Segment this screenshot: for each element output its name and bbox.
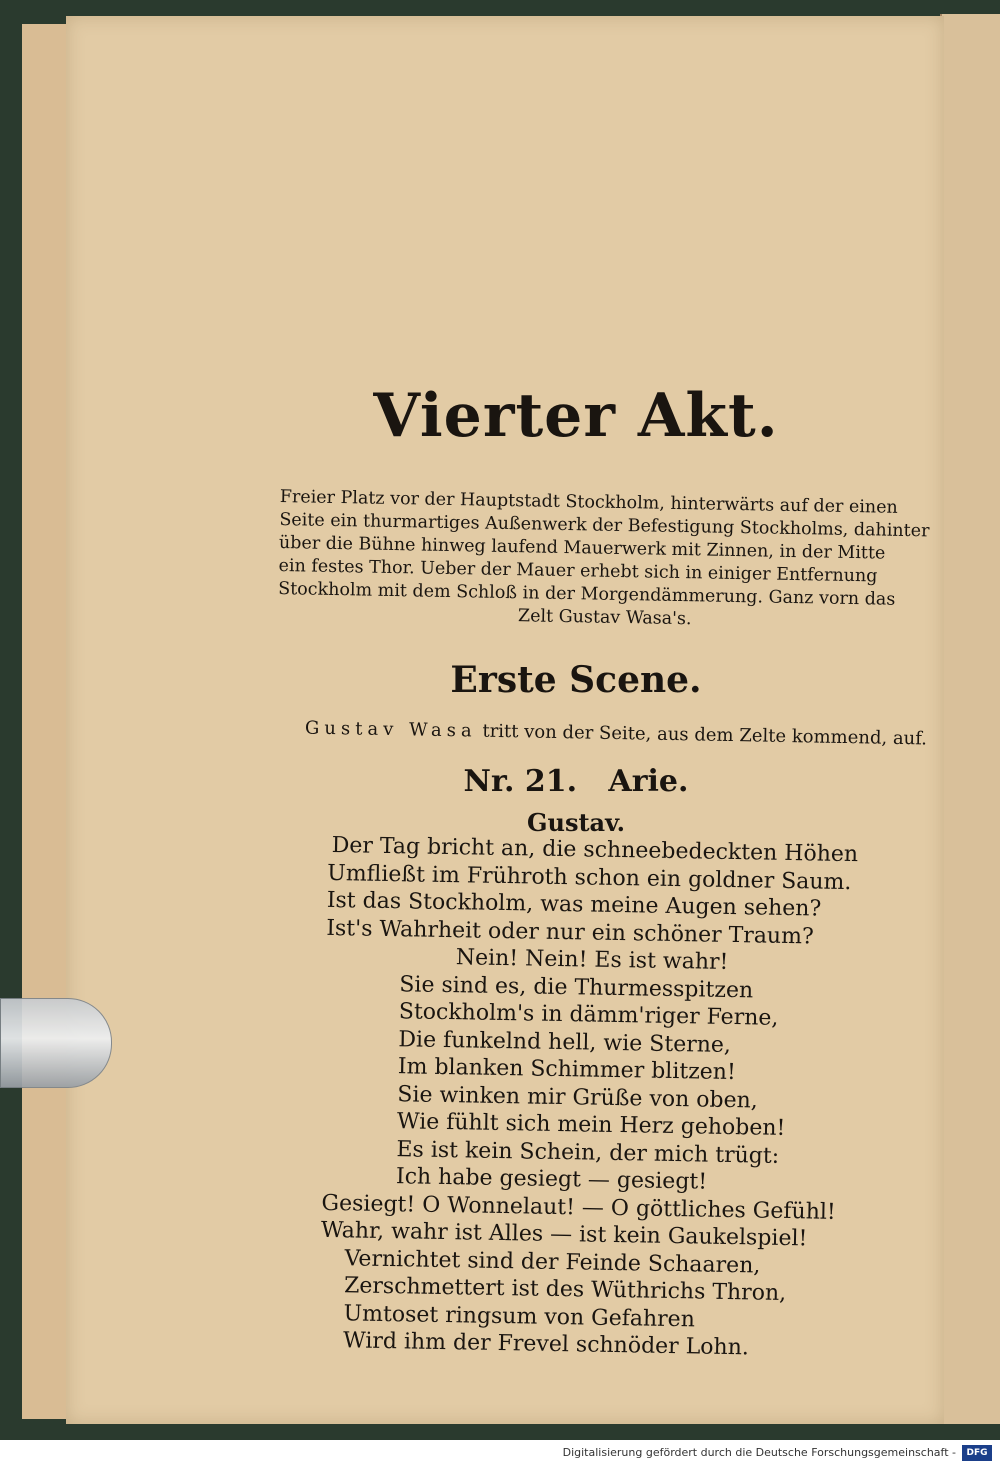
scene-direction-text: tritt von der Seite, aus dem Zelte kommend, auf.	[482, 720, 928, 750]
singer-name: Gustav.	[527, 808, 625, 837]
verse-line: Ist's Wahrheit oder nur ein schöner Traum?	[326, 915, 814, 949]
verse-line: Sie winken mir Grüße von oben,	[397, 1081, 758, 1113]
scene-direction	[296, 716, 936, 751]
verse-line: Ich habe gesiegt — gesiegt!	[395, 1164, 708, 1195]
stage-direction-line: Stockholm mit dem Schloß in der Morgendämmerung. Ganz vorn das	[278, 578, 896, 610]
stage-direction-line: Seite ein thurmartiges Außenwerk der Befestigung Stockholms, dahinter	[279, 509, 930, 542]
verse-line: Umtoset ringsum von Gefahren	[343, 1300, 696, 1332]
verse-line: Gesiegt! O Wonnelaut! — O göttliches Gefühl!	[321, 1190, 836, 1225]
stage-direction-line: Zelt Gustav Wasa's.	[517, 606, 692, 630]
book-page	[66, 16, 944, 1424]
verse-line: Es ist kein Schein, der mich trügt:	[396, 1136, 780, 1169]
verse-line: Wird ihm der Frevel schnöder Lohn.	[342, 1328, 750, 1361]
aria-verse	[320, 832, 892, 1364]
stage-direction-line: Freier Platz vor der Hauptstadt Stockholm, hinterwärts auf der einen	[279, 486, 898, 518]
verse-line: Vernichtet sind der Feinde Schaaren,	[344, 1245, 761, 1279]
verse-line: Wahr, wahr ist Alles — ist kein Gaukelspiel!	[320, 1217, 808, 1252]
verse-line: Umfließt im Frühroth schon ein goldner Saum.	[327, 860, 852, 895]
footer-bar	[0, 1440, 1000, 1468]
footer-credit: Digitalisierung gefördert durch die Deutsche Forschungsgemeinschaft -	[562, 1446, 956, 1459]
stage-direction-line: über die Bühne hinweg laufend Mauerwerk mit Zinnen, in der Mitte	[278, 532, 886, 564]
scene-title: Erste Scene.	[450, 659, 702, 701]
verse-line: Wie fühlt sich mein Herz gehoben!	[396, 1109, 786, 1141]
facing-page-edge	[940, 14, 1000, 1424]
verse-line: Sie sind es, die Thurmesspitzen	[399, 971, 754, 1003]
stage-direction	[278, 486, 934, 635]
dfg-logo-icon: DFG	[962, 1445, 992, 1461]
verse-line: Stockholm's in dämm'riger Ferne,	[398, 999, 779, 1031]
verse-line: Im blanken Schimmer blitzen!	[397, 1054, 737, 1086]
verse-line: Zerschmettert ist des Wüthrichs Thron,	[343, 1273, 787, 1306]
verse-line: Der Tag bricht an, die schneebedeckten Höhen	[331, 832, 859, 868]
verse-line: Die funkelnd hell, wie Sterne,	[398, 1026, 732, 1058]
verse-line: Nein! Nein! Es ist wahr!	[455, 945, 729, 975]
page-clip	[0, 998, 112, 1088]
scene-direction-name: Gustav Wasa	[304, 717, 477, 742]
stage-direction-line: ein festes Thor. Ueber der Mauer erhebt sich in einiger Entfernung	[278, 555, 878, 587]
number-title: Nr. 21. Arie.	[463, 764, 689, 799]
act-title: Vierter Akt.	[373, 381, 779, 451]
verse-line: Ist das Stockholm, was meine Augen sehen?	[326, 887, 822, 922]
